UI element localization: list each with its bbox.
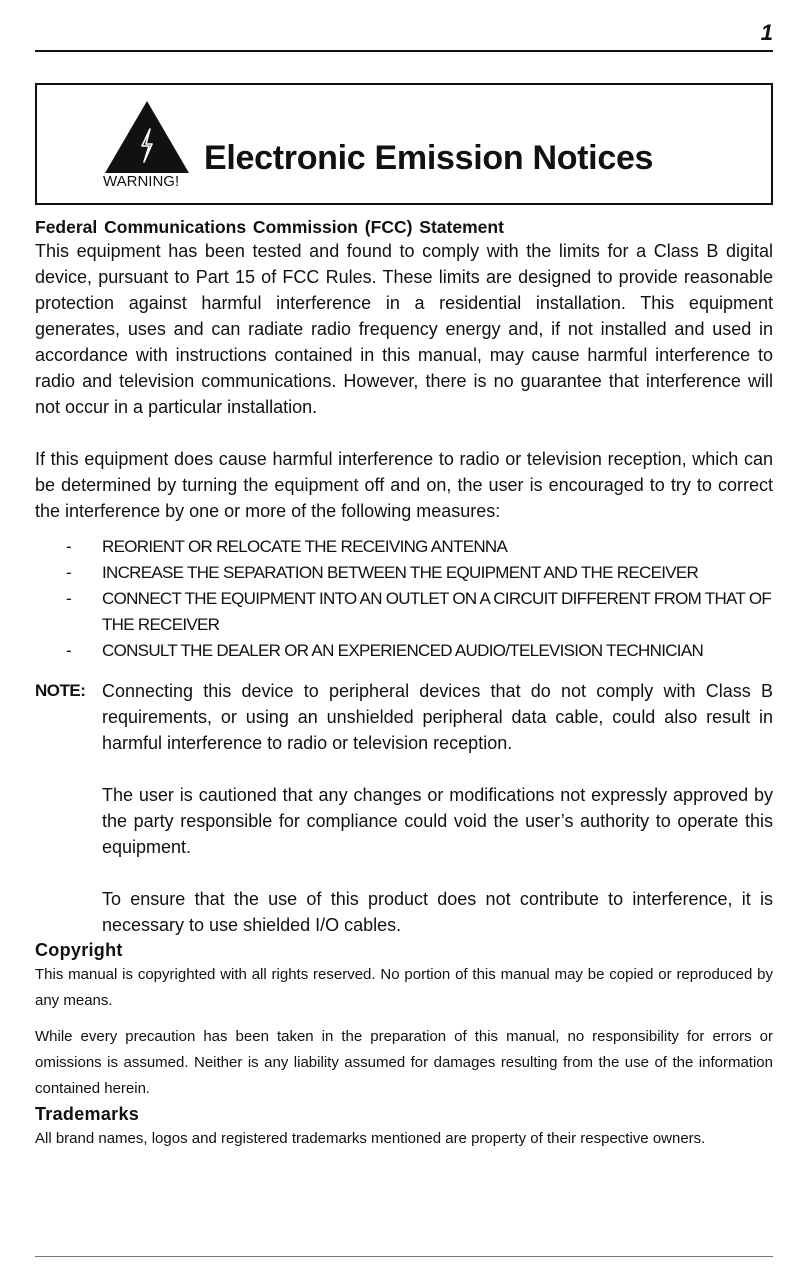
note-paragraph-2: The user is cautioned that any changes or modifications not expressly approved by the party responsible for compliance could void the user’s authority to operate this equipment. xyxy=(102,785,773,857)
list-dash: - xyxy=(66,641,71,660)
footer-rule xyxy=(35,1256,773,1257)
page-title: Electronic Emission Notices xyxy=(204,139,654,177)
note-paragraph-1: Connecting this device to peripheral devices that do not comply with Class B requirements, or using an unshielded peripheral data cable, could also result in harmful interference to radio or television reception. xyxy=(102,681,773,753)
copyright-paragraph-2: While every precaution has been taken in the preparation of this manual, no responsibility for errors or omissions is assumed. Neither is any liability assumed for damages resulting from the use of the information contained herein. xyxy=(35,1028,773,1097)
list-item: - INCREASE THE SEPARATION BETWEEN THE EQUIPMENT AND THE RECEIVER xyxy=(102,560,773,586)
note-section xyxy=(35,678,773,938)
header-rule xyxy=(35,50,773,52)
list-dash: - xyxy=(66,589,71,608)
list-dash: - xyxy=(66,537,71,556)
high-voltage-warning-icon xyxy=(103,99,191,175)
fcc-paragraph-1: This equipment has been tested and found to comply with the limits for a Class B digital device, pursuant to Part 15 of FCC Rules. These limits are designed to provide reasonable protection against harmful interference in a residential installation. This equipment generates, uses and can radiate radio frequency energy and, if not installed and used in accordance with instructions contained in this manual, may cause harmful interference to radio and television communications. However, there is no guarantee that interference will not occur in a particular installation. xyxy=(35,241,773,417)
copyright-heading: Copyright xyxy=(35,940,123,960)
title-banner xyxy=(35,83,773,205)
note-paragraph-3: To ensure that the use of this product does not contribute to interference, it is necessary to use shielded I/O cables. xyxy=(102,889,773,935)
notice-content xyxy=(35,216,773,1152)
copyright-paragraph-1: This manual is copyrighted with all rights reserved. No portion of this manual may be copied or reproduced by any means. xyxy=(35,966,773,1009)
list-item: - CONSULT THE DEALER OR AN EXPERIENCED AUDIO/TELEVISION TECHNICIAN xyxy=(102,638,773,664)
spacer xyxy=(35,420,773,446)
fcc-heading: Federal Communications Commission (FCC) Statement xyxy=(35,217,504,237)
list-dash: - xyxy=(66,563,71,582)
warning-label: WARNING! xyxy=(103,173,180,190)
trademarks-paragraph: All brand names, logos and registered trademarks mentioned are property of their respective owners. xyxy=(35,1130,706,1147)
list-item: - REORIENT OR RELOCATE THE RECEIVING ANTENNA xyxy=(102,534,773,560)
trademarks-heading: Trademarks xyxy=(35,1104,140,1124)
page-number: 1 xyxy=(760,20,773,45)
note-label: NOTE: xyxy=(35,681,86,700)
list-item: - CONNECT THE EQUIPMENT INTO AN OUTLET ON A CIRCUIT DIFFERENT FROM THAT OF THE RECEIVER xyxy=(102,586,773,638)
fcc-paragraph-2: If this equipment does cause harmful interference to radio or television reception, which can be determined by turning the equipment off and on, the user is encouraged to try to correct the interference by one or more of the following measures: xyxy=(35,449,773,521)
measures-list xyxy=(35,534,773,664)
